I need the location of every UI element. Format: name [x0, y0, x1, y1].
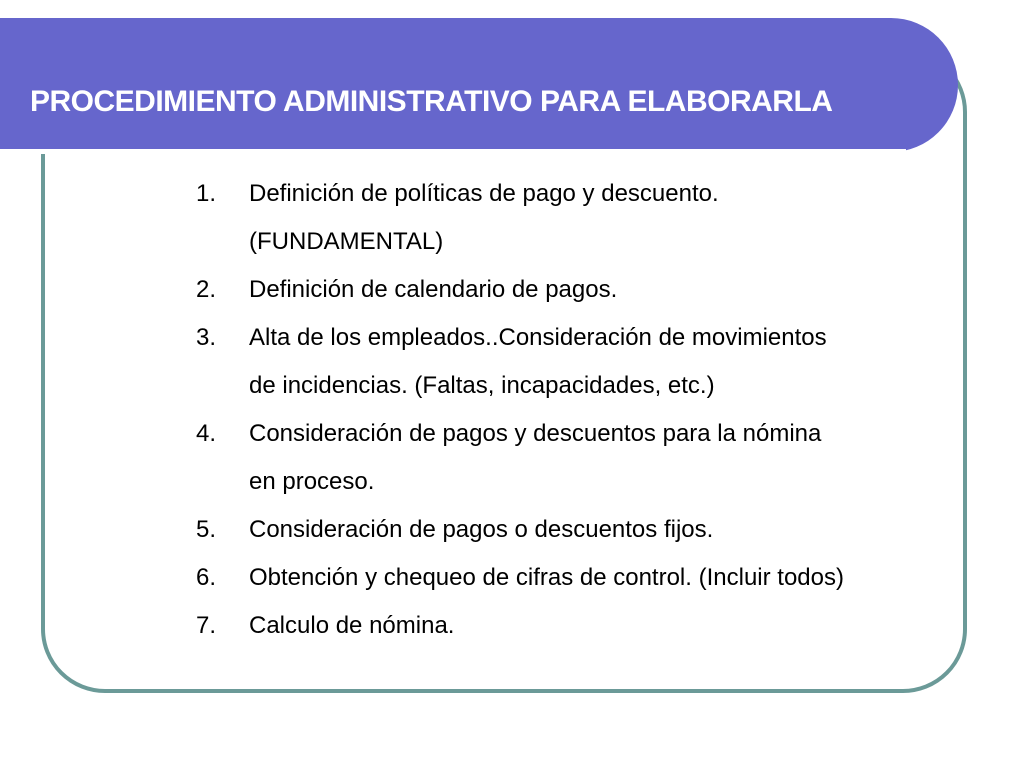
- step-item: [196, 554, 966, 602]
- step-line: Calculo de nómina.: [249, 612, 455, 639]
- step-line: de incidencias. (Faltas, incapacidades, etc.): [249, 372, 715, 399]
- slide-title: PROCEDIMIENTO ADMINISTRATIVO PARA ELABORARLA: [30, 85, 833, 118]
- step-number: 3.: [196, 324, 217, 351]
- step-line: en proceso.: [249, 468, 375, 495]
- step-number: 1.: [196, 180, 217, 207]
- step-line: Alta de los empleados..Consideración de movimientos: [249, 324, 827, 351]
- step-text: [249, 170, 966, 266]
- step-item: [196, 266, 966, 314]
- step-text: [249, 506, 966, 554]
- step-line: Consideración de pagos y descuentos para la nómina: [249, 420, 822, 447]
- step-text: [249, 314, 966, 410]
- step-line: Definición de calendario de pagos.: [249, 276, 618, 303]
- step-number: 4.: [196, 420, 217, 447]
- step-line: Consideración de pagos o descuentos fijos.: [249, 516, 714, 543]
- step-item: [196, 170, 966, 266]
- step-number: 5.: [196, 516, 217, 543]
- title-bar: [0, 18, 958, 152]
- step-line: (FUNDAMENTAL): [249, 228, 444, 255]
- title-underline: [0, 149, 906, 154]
- step-item: [196, 314, 966, 410]
- step-text: [249, 602, 966, 650]
- step-item: [196, 410, 966, 506]
- step-number: 6.: [196, 564, 217, 591]
- step-item: [196, 602, 966, 650]
- step-line: Definición de políticas de pago y descuento.: [249, 180, 719, 207]
- step-number: 2.: [196, 276, 217, 303]
- step-item: [196, 506, 966, 554]
- step-text: [249, 554, 966, 602]
- step-line: Obtención y chequeo de cifras de control. (Incluir todos): [249, 564, 844, 591]
- step-text: [249, 266, 966, 314]
- step-text: [249, 410, 966, 506]
- step-number: 7.: [196, 612, 217, 639]
- steps-list: [196, 170, 966, 650]
